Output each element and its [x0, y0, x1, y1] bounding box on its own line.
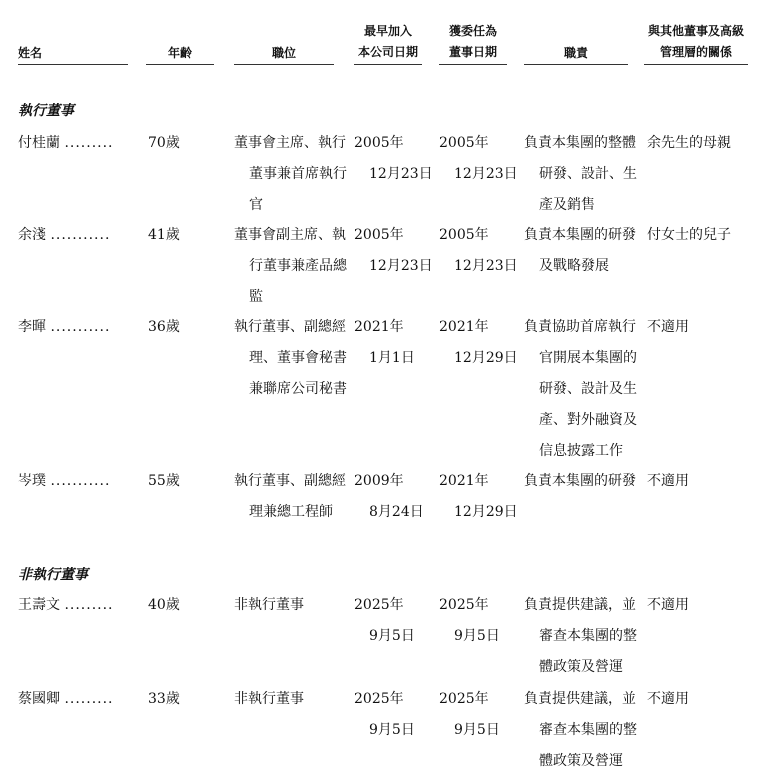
appoint-year: 2005年 [439, 227, 489, 243]
header-duties: 職責 [563, 46, 588, 60]
leader-dots: ......... [64, 597, 114, 613]
header-rule-age [146, 64, 214, 65]
position-line: 官 [249, 197, 263, 213]
appoint-date [439, 128, 518, 190]
duties-line: 負責提供建議，並 [524, 597, 636, 613]
duties-line: 負責提供建議，並 [524, 691, 636, 707]
duties-line: 體政策及營運 [539, 753, 623, 769]
position-line: 非執行董事 [234, 691, 304, 707]
director-duties [524, 590, 637, 683]
appoint-year: 2021年 [439, 473, 489, 489]
header-rule-position [234, 64, 334, 65]
header-rule-appoint-date [439, 64, 507, 65]
director-name-text: 岑璞 [18, 473, 46, 489]
duties-line: 審查本集團的整 [539, 628, 637, 644]
director-age: 33歲 [148, 691, 180, 707]
director-duties [524, 220, 636, 282]
header-join-date-line2: 本公司日期 [357, 45, 418, 59]
leader-dots: ......... [64, 135, 114, 151]
position-line: 監 [249, 289, 263, 305]
position-line: 非執行董事 [234, 597, 304, 613]
duties-line: 負責本集團的整體 [524, 135, 636, 151]
join-date [354, 220, 433, 282]
position-line: 行董事兼產品總 [249, 258, 347, 274]
appoint-date [439, 590, 500, 652]
join-day: 1月1日 [369, 350, 415, 366]
section-title-executive: 執行董事 [18, 103, 74, 119]
appoint-year: 2005年 [439, 135, 489, 151]
appoint-day: 12月29日 [454, 504, 518, 520]
director-age: 36歲 [148, 319, 180, 335]
director-name [18, 220, 110, 251]
header-position: 職位 [271, 46, 296, 60]
appoint-date [439, 220, 518, 282]
leader-dots: ......... [64, 691, 114, 707]
join-day: 8月24日 [369, 504, 424, 520]
header-rule-relationship [644, 64, 748, 65]
director-name [18, 128, 114, 159]
join-year: 2005年 [354, 227, 404, 243]
join-day: 12月23日 [369, 166, 433, 182]
position-line: 執行董事、副總經 [234, 473, 346, 489]
duties-line: 負責本集團的研發 [524, 473, 636, 489]
join-year: 2009年 [354, 473, 404, 489]
director-duties [524, 128, 637, 221]
director-relationship: 不適用 [647, 319, 689, 335]
appoint-day: 12月29日 [454, 350, 518, 366]
appoint-day: 9月5日 [454, 722, 500, 738]
director-position [234, 128, 347, 221]
section-title-non-executive: 非執行董事 [18, 567, 88, 583]
director-position [234, 466, 346, 528]
appoint-date [439, 312, 518, 374]
director-age: 40歲 [148, 597, 180, 613]
duties-line: 體政策及營運 [539, 659, 623, 675]
join-date [354, 312, 415, 374]
director-name-text: 李暉 [18, 319, 46, 335]
leader-dots: ........... [50, 319, 111, 335]
appoint-day: 9月5日 [454, 628, 500, 644]
appoint-year: 2021年 [439, 319, 489, 335]
join-day: 9月5日 [369, 722, 415, 738]
header-relationship-line1: 與其他董事及高級 [647, 24, 744, 38]
duties-line: 官開展本集團的 [539, 350, 637, 366]
header-relationship-line2: 管理層的關係 [659, 45, 732, 59]
director-relationship: 不適用 [647, 691, 689, 707]
director-age: 70歲 [148, 135, 180, 151]
director-relationship: 付女士的兒子 [647, 227, 731, 243]
join-day: 9月5日 [369, 628, 415, 644]
header-appoint-date-line2: 董事日期 [448, 45, 497, 59]
appoint-date [439, 684, 500, 746]
header-name: 姓名 [18, 46, 43, 60]
director-name-text: 余淺 [18, 227, 46, 243]
duties-line: 研發、設計、生 [539, 166, 637, 182]
position-line: 兼聯席公司秘書 [249, 381, 347, 397]
director-duties [524, 466, 636, 497]
director-duties [524, 684, 637, 777]
header-rule-duties [524, 64, 628, 65]
header-rule-join-date [354, 64, 422, 65]
leader-dots: ........... [50, 227, 111, 243]
appoint-year: 2025年 [439, 597, 489, 613]
position-line: 董事兼首席執行 [249, 166, 347, 182]
position-line: 執行董事、副總經 [234, 319, 346, 335]
director-name [18, 684, 114, 715]
director-position [234, 220, 347, 313]
join-date [354, 466, 424, 528]
director-position [234, 590, 304, 621]
duties-line: 研發、設計及生 [539, 381, 637, 397]
duties-line: 負責協助首席執行 [524, 319, 636, 335]
director-name [18, 312, 110, 343]
director-name-text: 王壽文 [18, 597, 60, 613]
join-year: 2021年 [354, 319, 404, 335]
duties-line: 信息披露工作 [539, 443, 623, 459]
director-duties [524, 312, 637, 467]
join-date [354, 590, 415, 652]
director-age: 41歲 [148, 227, 180, 243]
header-rule-name [18, 64, 128, 65]
header-join-date [354, 21, 422, 63]
director-name [18, 466, 110, 497]
appoint-day: 12月23日 [454, 166, 518, 182]
director-name [18, 590, 114, 621]
duties-line: 產及銷售 [539, 197, 595, 213]
header-appoint-date [439, 21, 507, 63]
header-age: 年齡 [167, 46, 192, 60]
join-year: 2025年 [354, 597, 404, 613]
director-relationship: 余先生的母親 [647, 135, 731, 151]
position-line: 理兼總工程師 [249, 504, 333, 520]
director-position [234, 684, 304, 715]
director-name-text: 付桂蘭 [18, 135, 60, 151]
duties-line: 審查本集團的整 [539, 722, 637, 738]
duties-line: 負責本集團的研發 [524, 227, 636, 243]
director-age: 55歲 [148, 473, 180, 489]
header-join-date-line1: 最早加入 [363, 24, 412, 38]
director-position [234, 312, 347, 405]
position-line: 理、董事會秘書 [249, 350, 347, 366]
join-day: 12月23日 [369, 258, 433, 274]
join-date [354, 684, 415, 746]
header-appoint-date-line1: 獲委任為 [448, 24, 497, 38]
position-line: 董事會主席、執行 [234, 135, 346, 151]
join-year: 2005年 [354, 135, 404, 151]
director-relationship: 不適用 [647, 473, 689, 489]
appoint-year: 2025年 [439, 691, 489, 707]
leader-dots: ........... [50, 473, 111, 489]
join-date [354, 128, 433, 190]
appoint-date [439, 466, 518, 528]
join-year: 2025年 [354, 691, 404, 707]
header-relationship [644, 21, 748, 63]
duties-line: 產、對外融資及 [539, 412, 637, 428]
position-line: 董事會副主席、執 [234, 227, 346, 243]
director-name-text: 蔡國卿 [18, 691, 60, 707]
duties-line: 及戰略發展 [539, 258, 609, 274]
appoint-day: 12月23日 [454, 258, 518, 274]
director-relationship: 不適用 [647, 597, 689, 613]
